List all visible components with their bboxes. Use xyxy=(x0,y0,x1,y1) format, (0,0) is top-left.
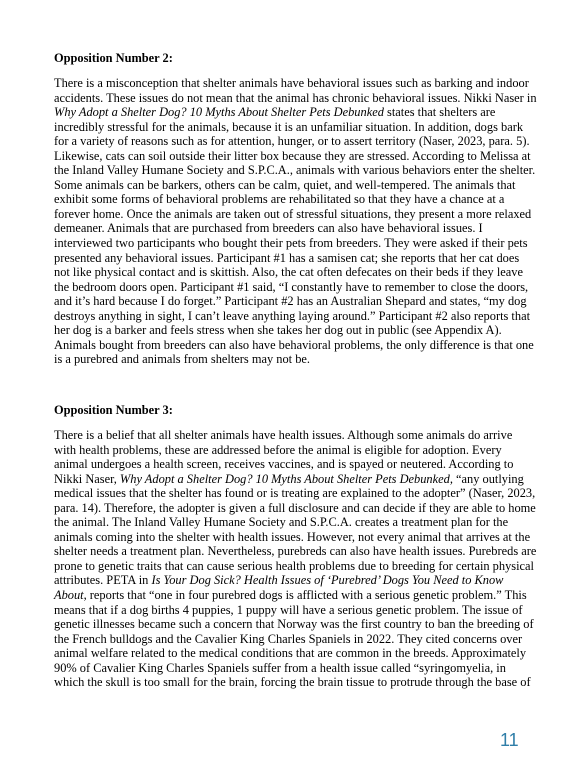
paragraph-line xyxy=(54,105,534,120)
paragraph-line: is a purebred and animals from shelters may not be. xyxy=(54,352,310,367)
paragraph-line: accidents. These issues do not mean that the animal has chronic behavioral issues. Nikki Naser in xyxy=(54,90,537,105)
paragraph-line: with health problems, these are addressed before the animal is eligible for adoption. Every xyxy=(54,442,502,457)
paragraph-line: exhibit some forms of behavioral problems are rehabilitated so that they have a chance at a xyxy=(54,192,505,207)
paragraph-line: incredibly stressful for the animals, because it is an unfamiliar situation. In addition, dogs bark xyxy=(54,119,524,134)
opposition-2-section xyxy=(54,51,537,367)
paragraph-line xyxy=(54,588,534,603)
line-text: Nikki Naser, xyxy=(54,471,120,486)
paragraph-line: the French bulldogs and the Cavalier King Charles Spaniels in 2022. They cited concerns over xyxy=(54,631,523,646)
paragraph-line: which the skull is too small for the brain, forcing the brain tissue to protrude through the base of xyxy=(54,675,531,690)
paragraph-line: shelter needs a treatment plan. Nevertheless, purebreds can also have health issues. Purebreds are xyxy=(54,544,537,559)
line-text: states that shelters are xyxy=(383,105,496,120)
book-title: Why Adopt a Shelter Dog? 10 Myths About Shelter Pets Debunked, xyxy=(119,471,453,486)
paragraph-line: not like physical contact and is skittish. Also, the cat often defecates on their beds if they leave xyxy=(54,265,523,280)
paragraph-line: There is a misconception that shelter animals have behavioral issues such as barking and indoor xyxy=(54,76,529,90)
paragraph-line: animal welfare related to the medical conditions that are common in the breeds. Approximately xyxy=(54,646,527,661)
paragraph-line: prone to genetic traits that can cause serious health problems due to breeding for certain physical xyxy=(54,558,534,573)
paragraph-line: interviewed two participants who bought their pets from breeders. They were asked if their pets xyxy=(54,236,528,251)
paragraph-line: Some animals can be barkers, others can be calm, quiet, and well-tempered. The animals that xyxy=(54,177,516,192)
section-heading: Opposition Number 2: xyxy=(54,51,173,65)
page-number: 11 xyxy=(500,730,519,750)
paragraph-line: means that if a dog births 4 puppies, 1 puppy will have a serious genetic problem. The issue of xyxy=(54,602,523,617)
paragraph-line: para. 14). Therefore, the adopter is given a full disclosure and can decide if they are able to home xyxy=(54,500,536,515)
article-title: Is Your Dog Sick? Health Issues of ‘Purebred’ Dogs You Need to Know xyxy=(151,573,504,588)
paragraph-line: destroys anything in sight, I can’t leave anything laying around.” Participant #2 also reports that xyxy=(54,308,531,323)
paragraph-line: demeaner. Animals that are purchased from breeders can also have behavioral issues. I xyxy=(54,221,483,236)
article-title: About xyxy=(54,588,84,603)
section-heading: Opposition Number 3: xyxy=(54,403,173,417)
paragraph-line: Animals bought from breeders can also have behavioral problems, the only difference is that one xyxy=(54,337,534,352)
paragraph-line: forever home. Once the animals are taken out of stressful situations, they present a more relaxed xyxy=(54,206,532,221)
paragraph-line: her dog is a barker and feels stress when she takes her dog out in public (see Appendix A). xyxy=(54,323,502,338)
paragraph-line: for a variety of reasons such as for attention, hunger, or to assert territory (Naser, 2023, para. 5). xyxy=(54,134,530,149)
book-title: Why Adopt a Shelter Dog? 10 Myths About Shelter Pets Debunked xyxy=(54,105,384,120)
line-text: , reports that “one in four purebred dogs is afflicted with a serious genetic problem.” This xyxy=(83,588,527,603)
paragraph-line: the bedroom doors open. Participant #1 said, “I constantly have to remember to close the doors, xyxy=(54,279,529,294)
paragraph-line: There is a belief that all shelter animals have health issues. Although some animals do arrive xyxy=(54,428,513,442)
paragraph-line: Likewise, cats can soil outside their litter box because they are stressed. According to Melissa at xyxy=(54,148,531,163)
paragraph-line: animals coming into the shelter with health issues. However, not every animal that arrives at the xyxy=(54,529,531,544)
line-text: attributes. PETA in xyxy=(54,573,152,588)
paragraph-line: animal undergoes a health screen, receives vaccines, and is spayed or neutered. According to xyxy=(54,457,514,472)
paragraph-line: medical issues that the shelter has found or is treating are explained to the adopter” (Naser, 2023, xyxy=(54,486,536,501)
line-text: “any outlying xyxy=(452,471,524,486)
paragraph-line: the animal. The Inland Valley Humane Society and S.P.C.A. creates a treatment plan for the xyxy=(54,515,509,530)
paragraph-line xyxy=(54,472,534,487)
paragraph-line: and it’s hard because I do forget.” Participant #2 has an Australian Shepard and states, “my dog xyxy=(54,294,527,309)
paragraph-line: presented any behavioral issues. Participant #1 has a samisen cat; she reports that her cat does xyxy=(54,250,520,265)
paragraph-line: genetic illnesses became such a concern that Norway was the first country to ban the breeding of xyxy=(54,617,534,632)
opposition-3-section xyxy=(54,403,537,690)
page-content xyxy=(54,51,537,690)
paragraph-line: 90% of Cavalier King Charles Spaniels suffer from a health issue called “syringomyelia, in xyxy=(54,660,506,675)
paragraph-line: the Inland Valley Humane Society and S.P.C.A., animals with various behaviors enter the shelter. xyxy=(54,163,536,178)
paragraph-line xyxy=(54,573,534,588)
